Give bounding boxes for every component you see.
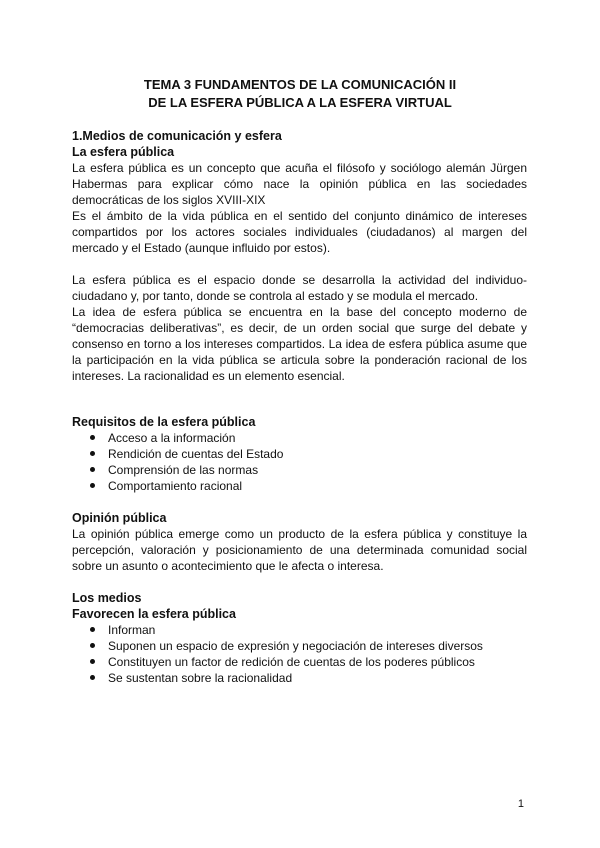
bullet-icon — [90, 675, 95, 680]
subsection-heading: Favorecen la esfera pública — [72, 607, 236, 621]
paragraph: Es el ámbito de la vida pública en el sentido del conjunto dinámico de intereses compartidos por los actores sociales individuales (ciudadanos) al margen del mercado y el Estado (aunque influido por estos). — [72, 209, 527, 255]
document-body — [72, 128, 527, 686]
bullet-icon — [90, 435, 95, 440]
list-item: Comprensión de las normas — [108, 462, 527, 478]
subsection-heading: Requisitos de la esfera pública — [72, 415, 256, 429]
bullet-icon — [90, 451, 95, 456]
paragraph: La esfera pública es un concepto que acuña el filósofo y sociólogo alemán Jürgen Habermas para explicar cómo nace la opinión pública en las sociedades democráticas de los siglos XVIII-XIX — [72, 161, 527, 207]
bullet-icon — [90, 659, 95, 664]
list-item: Comportamiento racional — [108, 478, 527, 494]
subsection-heading: Opinión pública — [72, 511, 167, 525]
list-item: Rendición de cuentas del Estado — [108, 446, 527, 462]
paragraph: La esfera pública es el espacio donde se desarrolla la actividad del individuo-ciudadano y, por tanto, donde se controla al estado y se modula el mercado. — [72, 273, 527, 303]
subsection-heading: Los medios — [72, 591, 142, 605]
bullet-icon — [90, 467, 95, 472]
subsection-heading: La esfera pública — [72, 145, 175, 159]
list-item: Se sustentan sobre la racionalidad — [108, 670, 527, 686]
list-item: Suponen un espacio de expresión y negociación de intereses diversos — [108, 638, 527, 654]
bullet-list — [72, 622, 527, 686]
section-heading: 1.Medios de comunicación y esfera — [72, 129, 282, 143]
bullet-icon — [90, 627, 95, 632]
list-item: Constituyen un factor de redición de cuentas de los poderes públicos — [108, 654, 527, 670]
paragraph: La idea de esfera pública se encuentra en la base del concepto moderno de “democracias deliberativas”, es decir, de un orden social que surge del debate y consenso en torno a los intereses compartidos. La idea de esfera pública asume que la participación en la vida pública se articula sobre la ponderación racional de los intereses. La racionalidad es un elemento esencial. — [72, 305, 527, 383]
document-title-line-1: TEMA 3 FUNDAMENTOS DE LA COMUNICACIÓN II — [143, 77, 457, 92]
document-title-line-2: DE LA ESFERA PÚBLICA A LA ESFERA VIRTUAL — [148, 95, 452, 110]
page-number: 1 — [517, 798, 524, 810]
bullet-icon — [90, 643, 95, 648]
paragraph: La opinión pública emerge como un producto de la esfera pública y constituye la percepción, valoración y posicionamiento de una determinada comunidad social sobre un asunto o acontecimiento que le afecta o interesa. — [72, 527, 527, 573]
bullet-list — [72, 430, 527, 494]
bullet-icon — [90, 483, 95, 488]
list-item: Acceso a la información — [108, 430, 527, 446]
list-item: Informan — [108, 622, 527, 638]
